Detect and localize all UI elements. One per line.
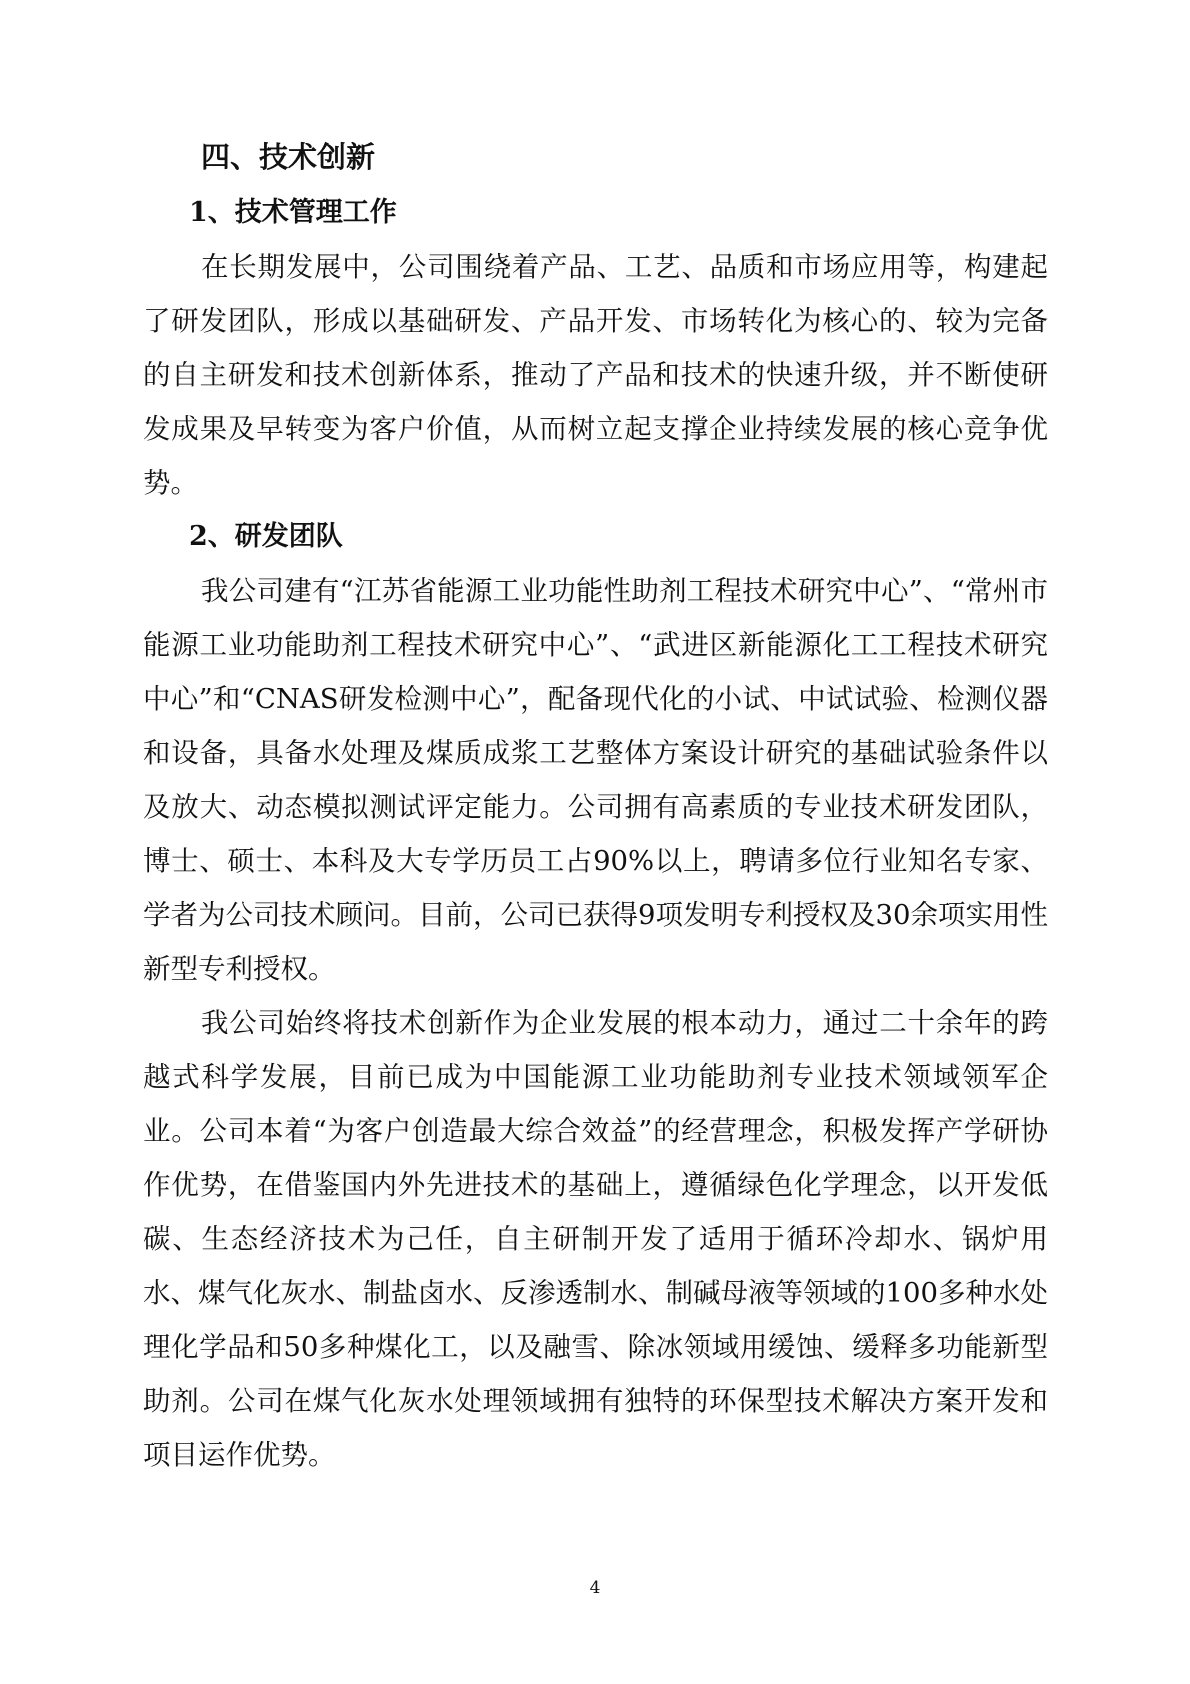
page-content xyxy=(143,128,1048,1482)
page-number: 4 xyxy=(589,1578,601,1598)
paragraph-innovation: 我公司始终将技术创新作为企业发展的根本动力，通过二十余年的跨越式科学发展，目前已成为中国能源工业功能助剂专业技术领域领军企业。公司本着“为客户创造最大综合效益”的经营理念，积极发挥产学研协作优势，在借鉴国内外先进技术的基础上，遵循绿色化学理念，以开发低碳、生态经济技术为己任，自主研制开发了适用于循环冷却水、锅炉用水、煤气化灰水、制盐卤水、反渗透制水、制碱母液等领域的100多种水处理化学品和50多种煤化工，以及融雪、除冰领域用缓蚀、缓释多功能新型助剂。公司在煤气化灰水处理领域拥有独特的环保型技术解决方案开发和项目运作优势。 xyxy=(143,1007,1048,1471)
subsection-heading-technical-management: 1、技术管理工作 xyxy=(189,197,397,228)
subsection-heading-rd-team: 2、研发团队 xyxy=(189,521,343,552)
section-heading: 四、技术创新 xyxy=(201,140,376,174)
paragraph-rd-centers: 我公司建有“江苏省能源工业功能性助剂工程技术研究中心”、“常州市能源工业功能助剂工程技术研究中心”、“武进区新能源化工工程技术研究中心”和“CNAS研发检测中心”，配备现代化的小试、中试试验、检测仪器和设备，具备水处理及煤质成浆工艺整体方案设计研究的基础试验条件以及放大、动态模拟测试评定能力。公司拥有高素质的专业技术研发团队，博士、硕士、本科及大专学历员工占90%以上，聘请多位行业知名专家、学者为公司技术顾问。目前，公司已获得9项发明专利授权及30余项实用性新型专利授权。 xyxy=(143,575,1048,985)
paragraph-technical-management: 在长期发展中，公司围绕着产品、工艺、品质和市场应用等，构建起了研发团队，形成以基础研发、产品开发、市场转化为核心的、较为完备的自主研发和技术创新体系，推动了产品和技术的快速升级，并不断使研发成果及早转变为客户价值，从而树立起支撑企业持续发展的核心竞争优势。 xyxy=(143,251,1048,499)
